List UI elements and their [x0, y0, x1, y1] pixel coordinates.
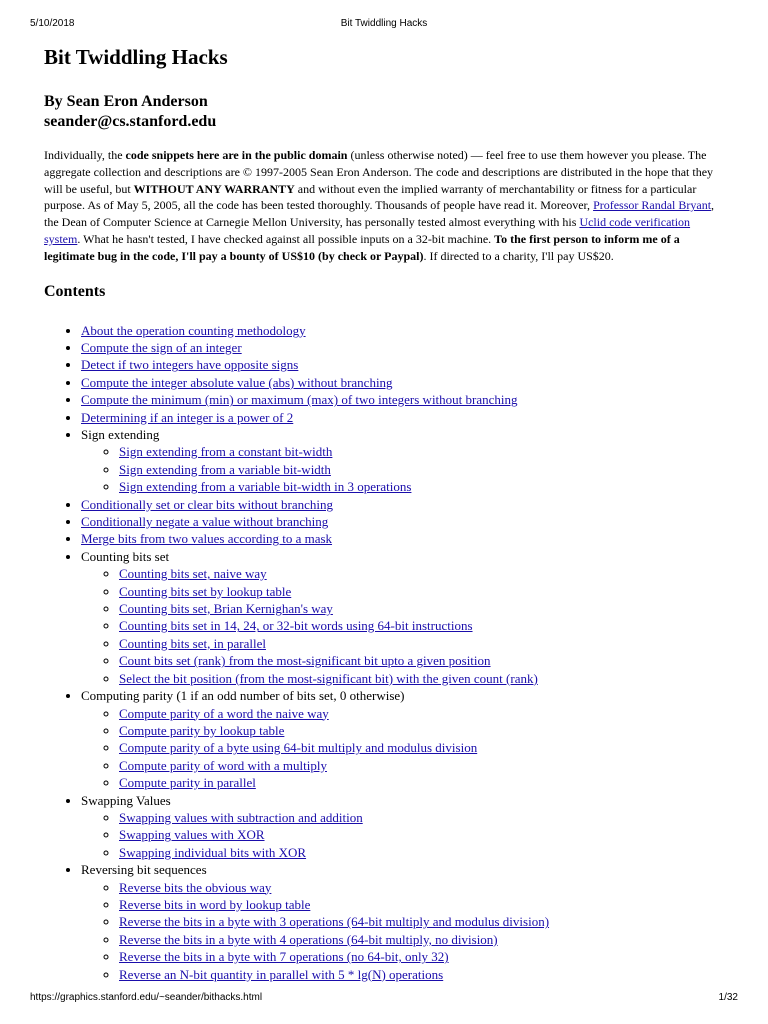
intro-bold-public-domain: code snippets here are in the public domain: [125, 148, 348, 162]
toc-sublink[interactable]: Swapping individual bits with XOR: [119, 844, 307, 860]
toc-subitem[interactable]: [119, 757, 724, 774]
author-email: seander@cs.stanford.edu: [44, 113, 217, 130]
toc-link[interactable]: Compute the sign of an integer: [81, 339, 242, 355]
intro-text: , the Dean of Computer Science at Carnegie Mellon University, has personally tested almost everything with his: [44, 198, 715, 230]
toc-sublink[interactable]: Compute parity by lookup table: [119, 722, 285, 738]
toc-item[interactable]: [81, 496, 724, 513]
toc-item[interactable]: [81, 513, 724, 530]
toc-item[interactable]: [81, 339, 724, 356]
intro-text: (unless otherwise noted) — feel free to use them however you please. The aggregate collection and descriptions are © 1997-2005 Sean Eron Anderson. The code and descriptions are distributed in the hope that they will be useful, but: [44, 148, 714, 196]
toc-sublink[interactable]: Compute parity in parallel: [119, 775, 256, 791]
toc-sublink[interactable]: Reverse the bits in a byte with 4 operations (64-bit multiply, no division): [119, 931, 498, 947]
toc-sublink[interactable]: Reverse the bits in a byte with 3 operations (64-bit multiply and modulus division): [119, 914, 550, 930]
toc-sublink[interactable]: Reverse the bits in a byte with 7 operations (no 64-bit, only 32): [119, 949, 449, 965]
contents-heading: Contents: [44, 282, 106, 300]
toc-sublist: [81, 809, 724, 861]
toc-subitem[interactable]: [119, 670, 724, 687]
toc-sublink[interactable]: Counting bits set in 14, 24, or 32-bit words using 64-bit instructions: [119, 618, 473, 634]
toc-subitem[interactable]: [119, 652, 724, 669]
print-title: Bit Twiddling Hacks: [340, 18, 428, 29]
link-uclid[interactable]: Uclid code verification system: [44, 215, 691, 246]
toc-sublink[interactable]: Sign extending from a constant bit-width: [119, 444, 333, 460]
page-number: 1/32: [718, 992, 738, 1003]
toc-section-label: Computing parity (1 if an odd number of bits set, 0 otherwise): [81, 688, 405, 704]
toc-section-label: Swapping Values: [81, 792, 171, 808]
intro-bold-bounty: To the first person to inform me of a legitimate bug in the code, I'll pay a bounty of US$10 (by check or Paypal): [44, 231, 680, 263]
toc-subitem[interactable]: [119, 809, 724, 826]
intro-text: . If directed to a charity, I'll pay US$20.: [423, 248, 614, 263]
toc-subitem[interactable]: [119, 617, 724, 634]
author-name: By Sean Eron Anderson: [44, 93, 208, 110]
link-randal-bryant[interactable]: Professor Randal Bryant: [593, 198, 712, 213]
toc-link[interactable]: Compute the integer absolute value (abs) without branching: [81, 374, 393, 390]
toc-sublink[interactable]: Counting bits set by lookup table: [119, 583, 292, 599]
toc-item: [81, 861, 724, 983]
toc-item: [81, 792, 724, 862]
toc-sublink[interactable]: Compute parity of a word the naive way: [119, 705, 329, 721]
toc-subitem[interactable]: [119, 948, 724, 965]
toc-sublist: [81, 443, 724, 495]
toc-sublist: [81, 565, 724, 687]
print-url: https://graphics.stanford.edu/~seander/bithacks.html: [30, 992, 263, 1003]
toc-subitem[interactable]: [119, 461, 724, 478]
toc-sublink[interactable]: Sign extending from a variable bit-width: [119, 461, 331, 477]
toc-subitem[interactable]: [119, 931, 724, 948]
toc-item[interactable]: [81, 391, 724, 408]
toc-subitem[interactable]: [119, 844, 724, 861]
toc-sublink[interactable]: Compute parity of a byte using 64-bit multiply and modulus division: [119, 740, 478, 756]
print-footer: [30, 992, 738, 1006]
toc-subitem[interactable]: [119, 913, 724, 930]
toc-subitem[interactable]: [119, 739, 724, 756]
toc-item[interactable]: [81, 530, 724, 547]
page-title: Bit Twiddling Hacks: [44, 45, 228, 69]
toc-sublink[interactable]: Reverse bits in word by lookup table: [119, 896, 311, 912]
toc-link[interactable]: Detect if two integers have opposite signs: [81, 357, 299, 373]
toc-link[interactable]: Conditionally set or clear bits without branching: [81, 496, 334, 512]
toc-subitem[interactable]: [119, 966, 724, 983]
print-date: 5/10/2018: [30, 18, 75, 29]
toc-subitem[interactable]: [119, 722, 724, 739]
toc-sublink[interactable]: Count bits set (rank) from the most-significant bit upto a given position: [119, 653, 491, 669]
intro-paragraph: [44, 147, 724, 265]
toc-item[interactable]: [81, 322, 724, 339]
toc-subitem[interactable]: [119, 635, 724, 652]
toc-subitem[interactable]: [119, 565, 724, 582]
toc-subitem[interactable]: [119, 826, 724, 843]
intro-bold-warranty: WITHOUT ANY WARRANTY: [133, 181, 295, 196]
toc-subitem[interactable]: [119, 443, 724, 460]
toc-sublink[interactable]: Swapping values with XOR: [119, 827, 265, 843]
intro-text: Individually, the: [44, 148, 126, 162]
toc-item[interactable]: [81, 409, 724, 426]
toc-subitem[interactable]: [119, 896, 724, 913]
intro-text: and without even the implied warranty of merchantability or fitness for a particular purpose. As of May 5, 2005, all the code has been tested thoroughly. Thousands of people have read it. Moreover,: [44, 181, 697, 213]
toc-section-label: Reversing bit sequences: [81, 862, 207, 878]
toc-item[interactable]: [81, 356, 724, 373]
toc-item: [81, 687, 724, 791]
toc-sublink[interactable]: Counting bits set, Brian Kernighan's way: [119, 601, 333, 617]
toc-subitem[interactable]: [119, 600, 724, 617]
toc-section-label: Counting bits set: [81, 548, 170, 564]
toc-subitem[interactable]: [119, 705, 724, 722]
toc-link[interactable]: Conditionally negate a value without branching: [81, 514, 329, 530]
toc-item[interactable]: [81, 374, 724, 391]
toc-link[interactable]: Determining if an integer is a power of 2: [81, 409, 294, 425]
toc-sublink[interactable]: Reverse bits the obvious way: [119, 879, 272, 895]
toc-subitem[interactable]: [119, 583, 724, 600]
document-body: [44, 44, 724, 983]
byline: [44, 92, 724, 132]
toc-subitem[interactable]: [119, 879, 724, 896]
toc-sublink[interactable]: Compute parity of word with a multiply: [119, 757, 327, 773]
toc-sublink[interactable]: Counting bits set, naive way: [119, 566, 267, 582]
toc-sublink[interactable]: Sign extending from a variable bit-width in 3 operations: [119, 479, 412, 495]
toc-sublink[interactable]: Swapping values with subtraction and addition: [119, 809, 363, 825]
toc-sublink[interactable]: Select the bit position (from the most-significant bit) with the given count (rank): [119, 670, 538, 686]
toc-subitem[interactable]: [119, 478, 724, 495]
toc-link[interactable]: Compute the minimum (min) or maximum (max) of two integers without branching: [81, 392, 518, 408]
toc-subitem[interactable]: [119, 774, 724, 791]
toc-sublist: [81, 705, 724, 792]
toc-sublink[interactable]: Reverse an N-bit quantity in parallel with 5 * lg(N) operations: [119, 966, 444, 982]
toc-sublink[interactable]: Counting bits set, in parallel: [119, 635, 266, 651]
table-of-contents: [44, 322, 724, 983]
toc-section-label: Sign extending: [81, 427, 160, 443]
toc-sublist: [81, 879, 724, 983]
toc-item: [81, 426, 724, 496]
toc-link[interactable]: Merge bits from two values according to a mask: [81, 531, 333, 547]
toc-item: [81, 548, 724, 687]
print-header: [30, 18, 738, 32]
intro-text: . What he hasn't tested, I have checked against all possible inputs on a 32-bit machine.: [77, 231, 495, 246]
toc-link[interactable]: About the operation counting methodology: [81, 322, 306, 338]
